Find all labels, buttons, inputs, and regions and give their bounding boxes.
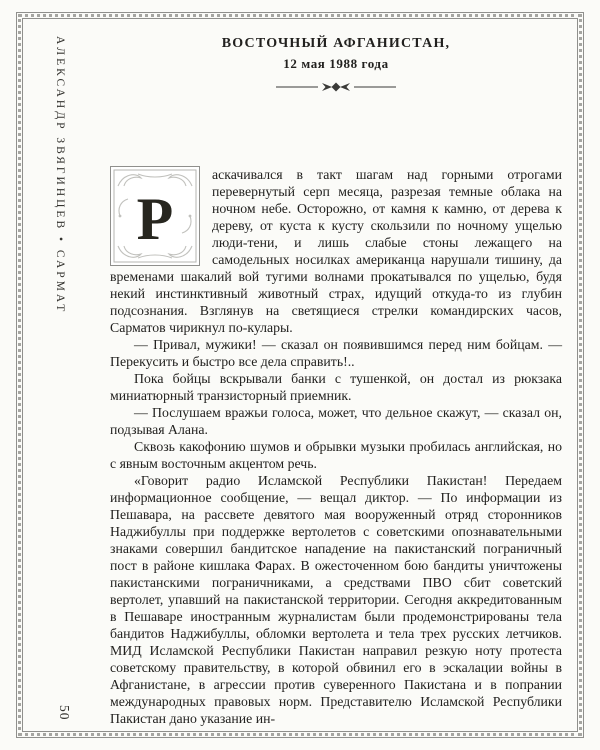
chapter-location-line: ВОСТОЧНЫЙ АФГАНИСТАН,: [221, 36, 451, 51]
drop-cap-ornament: [110, 166, 200, 266]
paragraph-dialogue-2: — Послушаем вражьи голоса, может, что дельное скажут, — сказал он, подзывая Алана.: [110, 405, 562, 437]
paragraph-opening: аскачивался в такт шагам над горными отрогами перевернутый серп месяца, разрезая темные облака на ночном небе. Осторожно, от камня к камню, от дерева к дереву, от куста к кусту скользили по ночному ущелью люди-тени, и лишь слабые стоны лежащего на самодельных носилках американца нарушали тишину, да временами шакалий вой тугими волнами прокатывался по ущелью, будя некий инстинктивный животный страх, идущий откуда-то из глубин подсознания. Взглянув на светящиеся стрелки командирских часов, Сарматов чирикнул по-кулары.: [110, 167, 562, 335]
page-number: 50: [57, 704, 72, 720]
drop-cap-frame-icon: [110, 166, 200, 266]
paragraph-radio-broadcast: «Говорит радио Исламской Республики Пакистан! Передаем информационное сообщение, — вещал диктор. — По информации из Пешавара, на рассвете девятого мая вооруженный отряд сторонников Наджибуллы при поддержке вертолетов с советскими опознавательными знаками совершил бандитское нападение на пакистанский пограничный пост в районе кишлака Фарах. В ожесточенном бою бандиты уничтожены пакистанскими пограничниками, а средствами ПВО сбит советский вертолет, упавший на пакистанской территории. Сегодня аккредитованным в Пешаваре иностранным журналистам были продемонстрированы тела бандитов Наджибуллы, обломки вертолета и тела трех русских летчиков. МИД Исламской Республики Пакистан направил резкую ноту протеста советскому правительству, в которой обвинил его в эскалации войны в Афганистане, в агрессии против суверенного Пакистана и в попрании международных правовых норм. Представителю Исламской Республики Пакистан дано указание ин-: [110, 473, 562, 726]
margin-author-title: АЛЕКСАНДР ЗВЯГИНЦЕВ • САРМАТ: [54, 36, 66, 315]
divider-ornament-icon: [276, 81, 396, 93]
chapter-heading: [110, 36, 562, 72]
paragraph-dialogue-1: — Привал, мужики! — сказал он появившимся перед ним бойцам. — Перекусить и быстро все дела справить!..: [110, 337, 562, 369]
paragraph-narration-2: Сквозь какофонию шумов и обрывки музыки пробилась английская, но с явным восточным акцентом речь.: [110, 439, 562, 471]
section-divider-ornament: [110, 80, 562, 98]
chapter-date-line: 12 мая 1988 года: [283, 56, 389, 71]
paragraph-narration-1: Пока бойцы вскрывали банки с тушенкой, он достал из рюкзака миниатюрный транзисторный приемник.: [110, 371, 562, 403]
drop-cap-letter: Р: [136, 186, 174, 252]
page-body: [110, 166, 562, 727]
